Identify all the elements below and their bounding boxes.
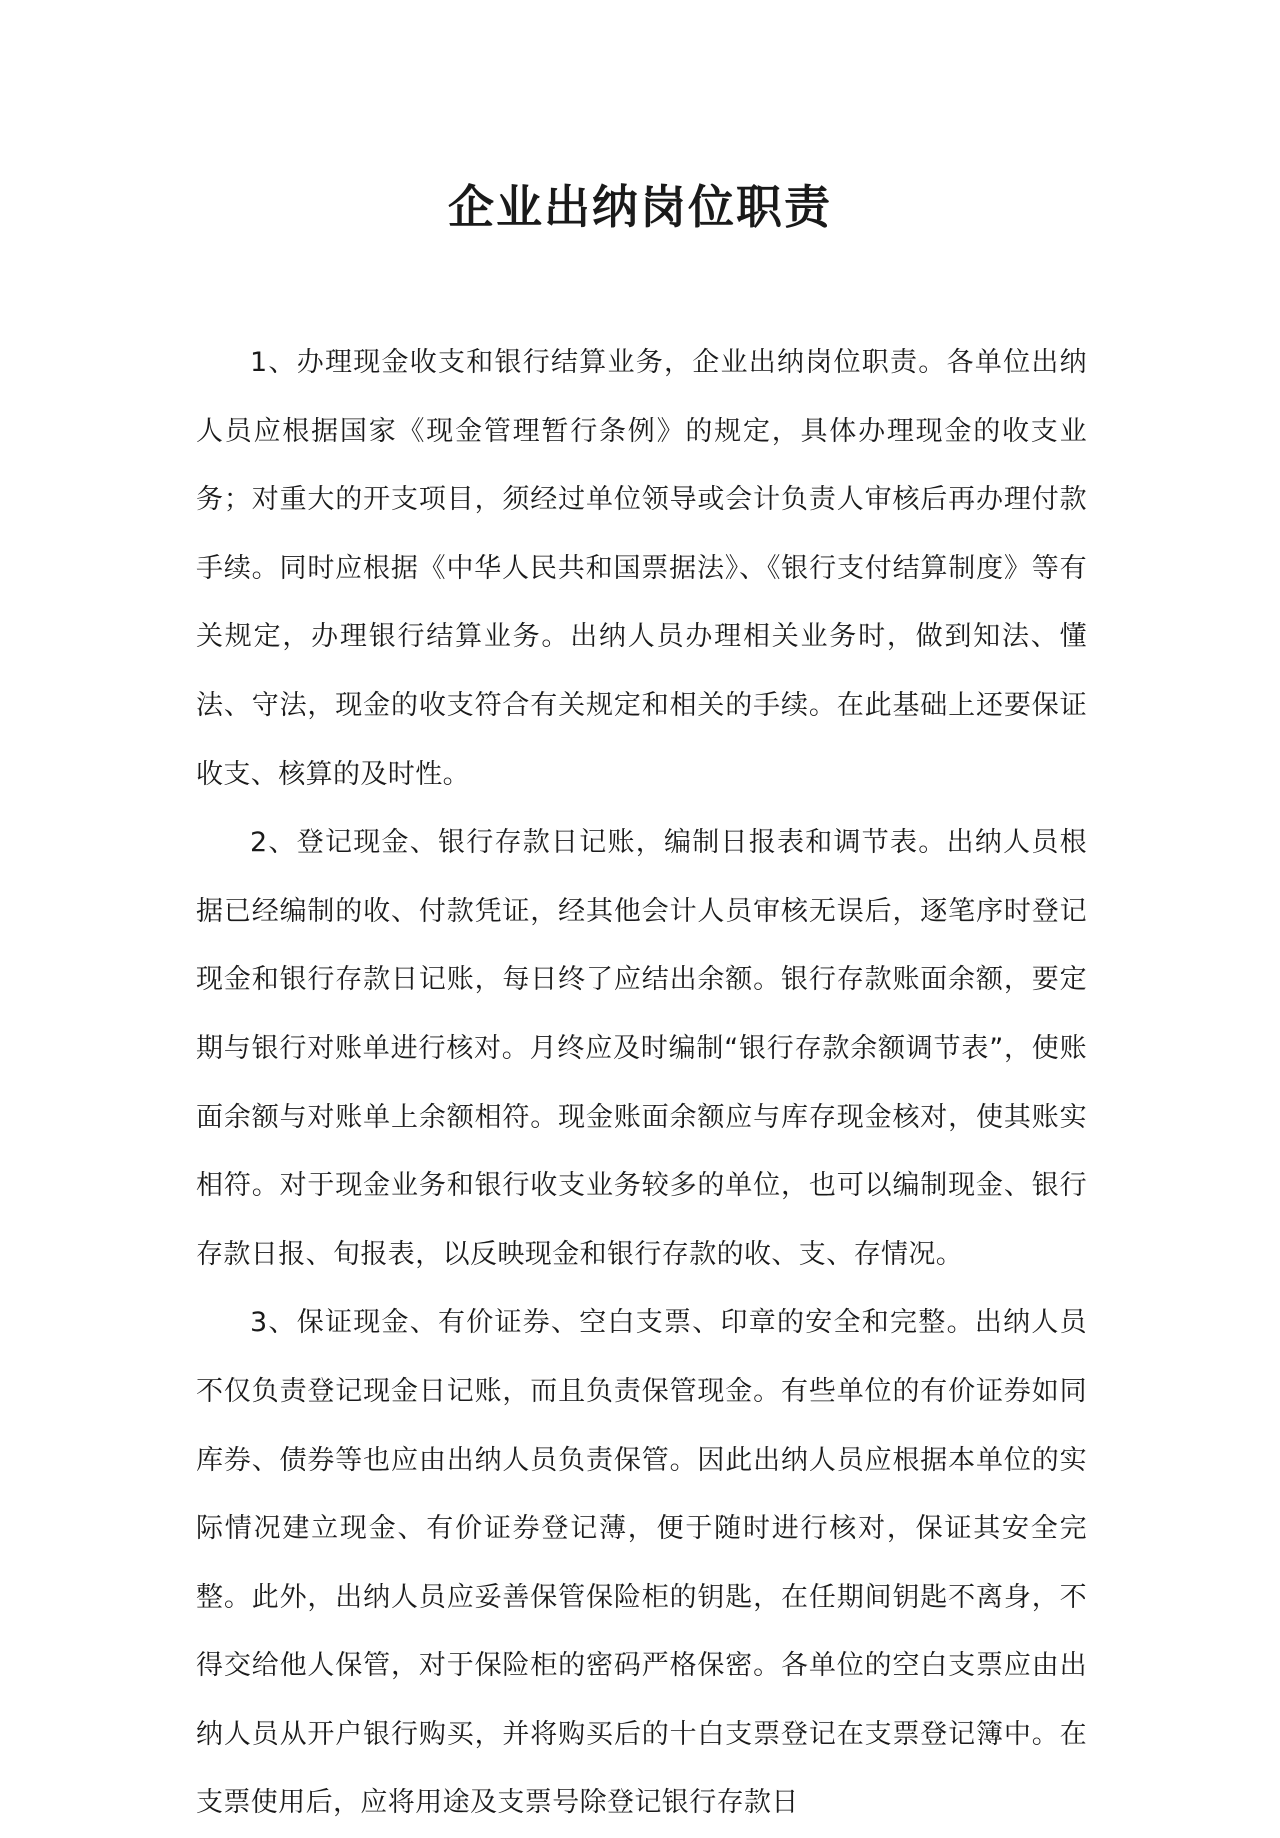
- document-title: 企业出纳岗位职责: [448, 180, 832, 234]
- paragraph-1: 1、办理现金收支和银行结算业务，企业出纳岗位职责。各单位出纳人员应根据国家《现金管理暂行条例》的规定，具体办理现金的收支业务；对重大的开支项目，须经过单位领导或会计负责人审核后再办理付款手续。同时应根据《中华人民共和国票据法》、《银行支付结算制度》等有关规定，办理银行结算业务。出纳人员办理相关业务时，做到知法、懂法、守法，现金的收支符合有关规定和相关的手续。在此基础上还要保证收支、核算的及时性。: [196, 347, 1087, 790]
- paragraph-2: 2、登记现金、银行存款日记账，编制日报表和调节表。出纳人员根据已经编制的收、付款凭证，经其他会计人员审核无误后，逐笔序时登记现金和银行存款日记账，每日终了应结出余额。银行存款账面余额，要定期与银行对账单进行核对。月终应及时编制“银行存款余额调节表”，使账面余额与对账单上余额相符。现金账面余额应与库存现金核对，使其账实相符。对于现金业务和银行收支业务较多的单位，也可以编制现金、银行存款日报、旬报表，以反映现金和银行存款的收、支、存情况。: [196, 827, 1087, 1270]
- document-body: [196, 329, 1087, 1838]
- paragraph-3: 3、保证现金、有价证券、空白支票、印章的安全和完整。出纳人员不仅负责登记现金日记账，而且负责保管现金。有些单位的有价证券如同库券、债券等也应由出纳人员负责保管。因此出纳人员应根据本单位的实际情况建立现金、有价证券登记薄，便于随时进行核对，保证其安全完整。此外，出纳人员应妥善保管保险柜的钥匙，在任期间钥匙不离身，不得交给他人保管，对于保险柜的密码严格保密。各单位的空白支票应由出纳人员从开户银行购买，并将购买后的十白支票登记在支票登记簿中。在支票使用后，应将用途及支票号除登记银行存款日: [196, 1307, 1087, 1819]
